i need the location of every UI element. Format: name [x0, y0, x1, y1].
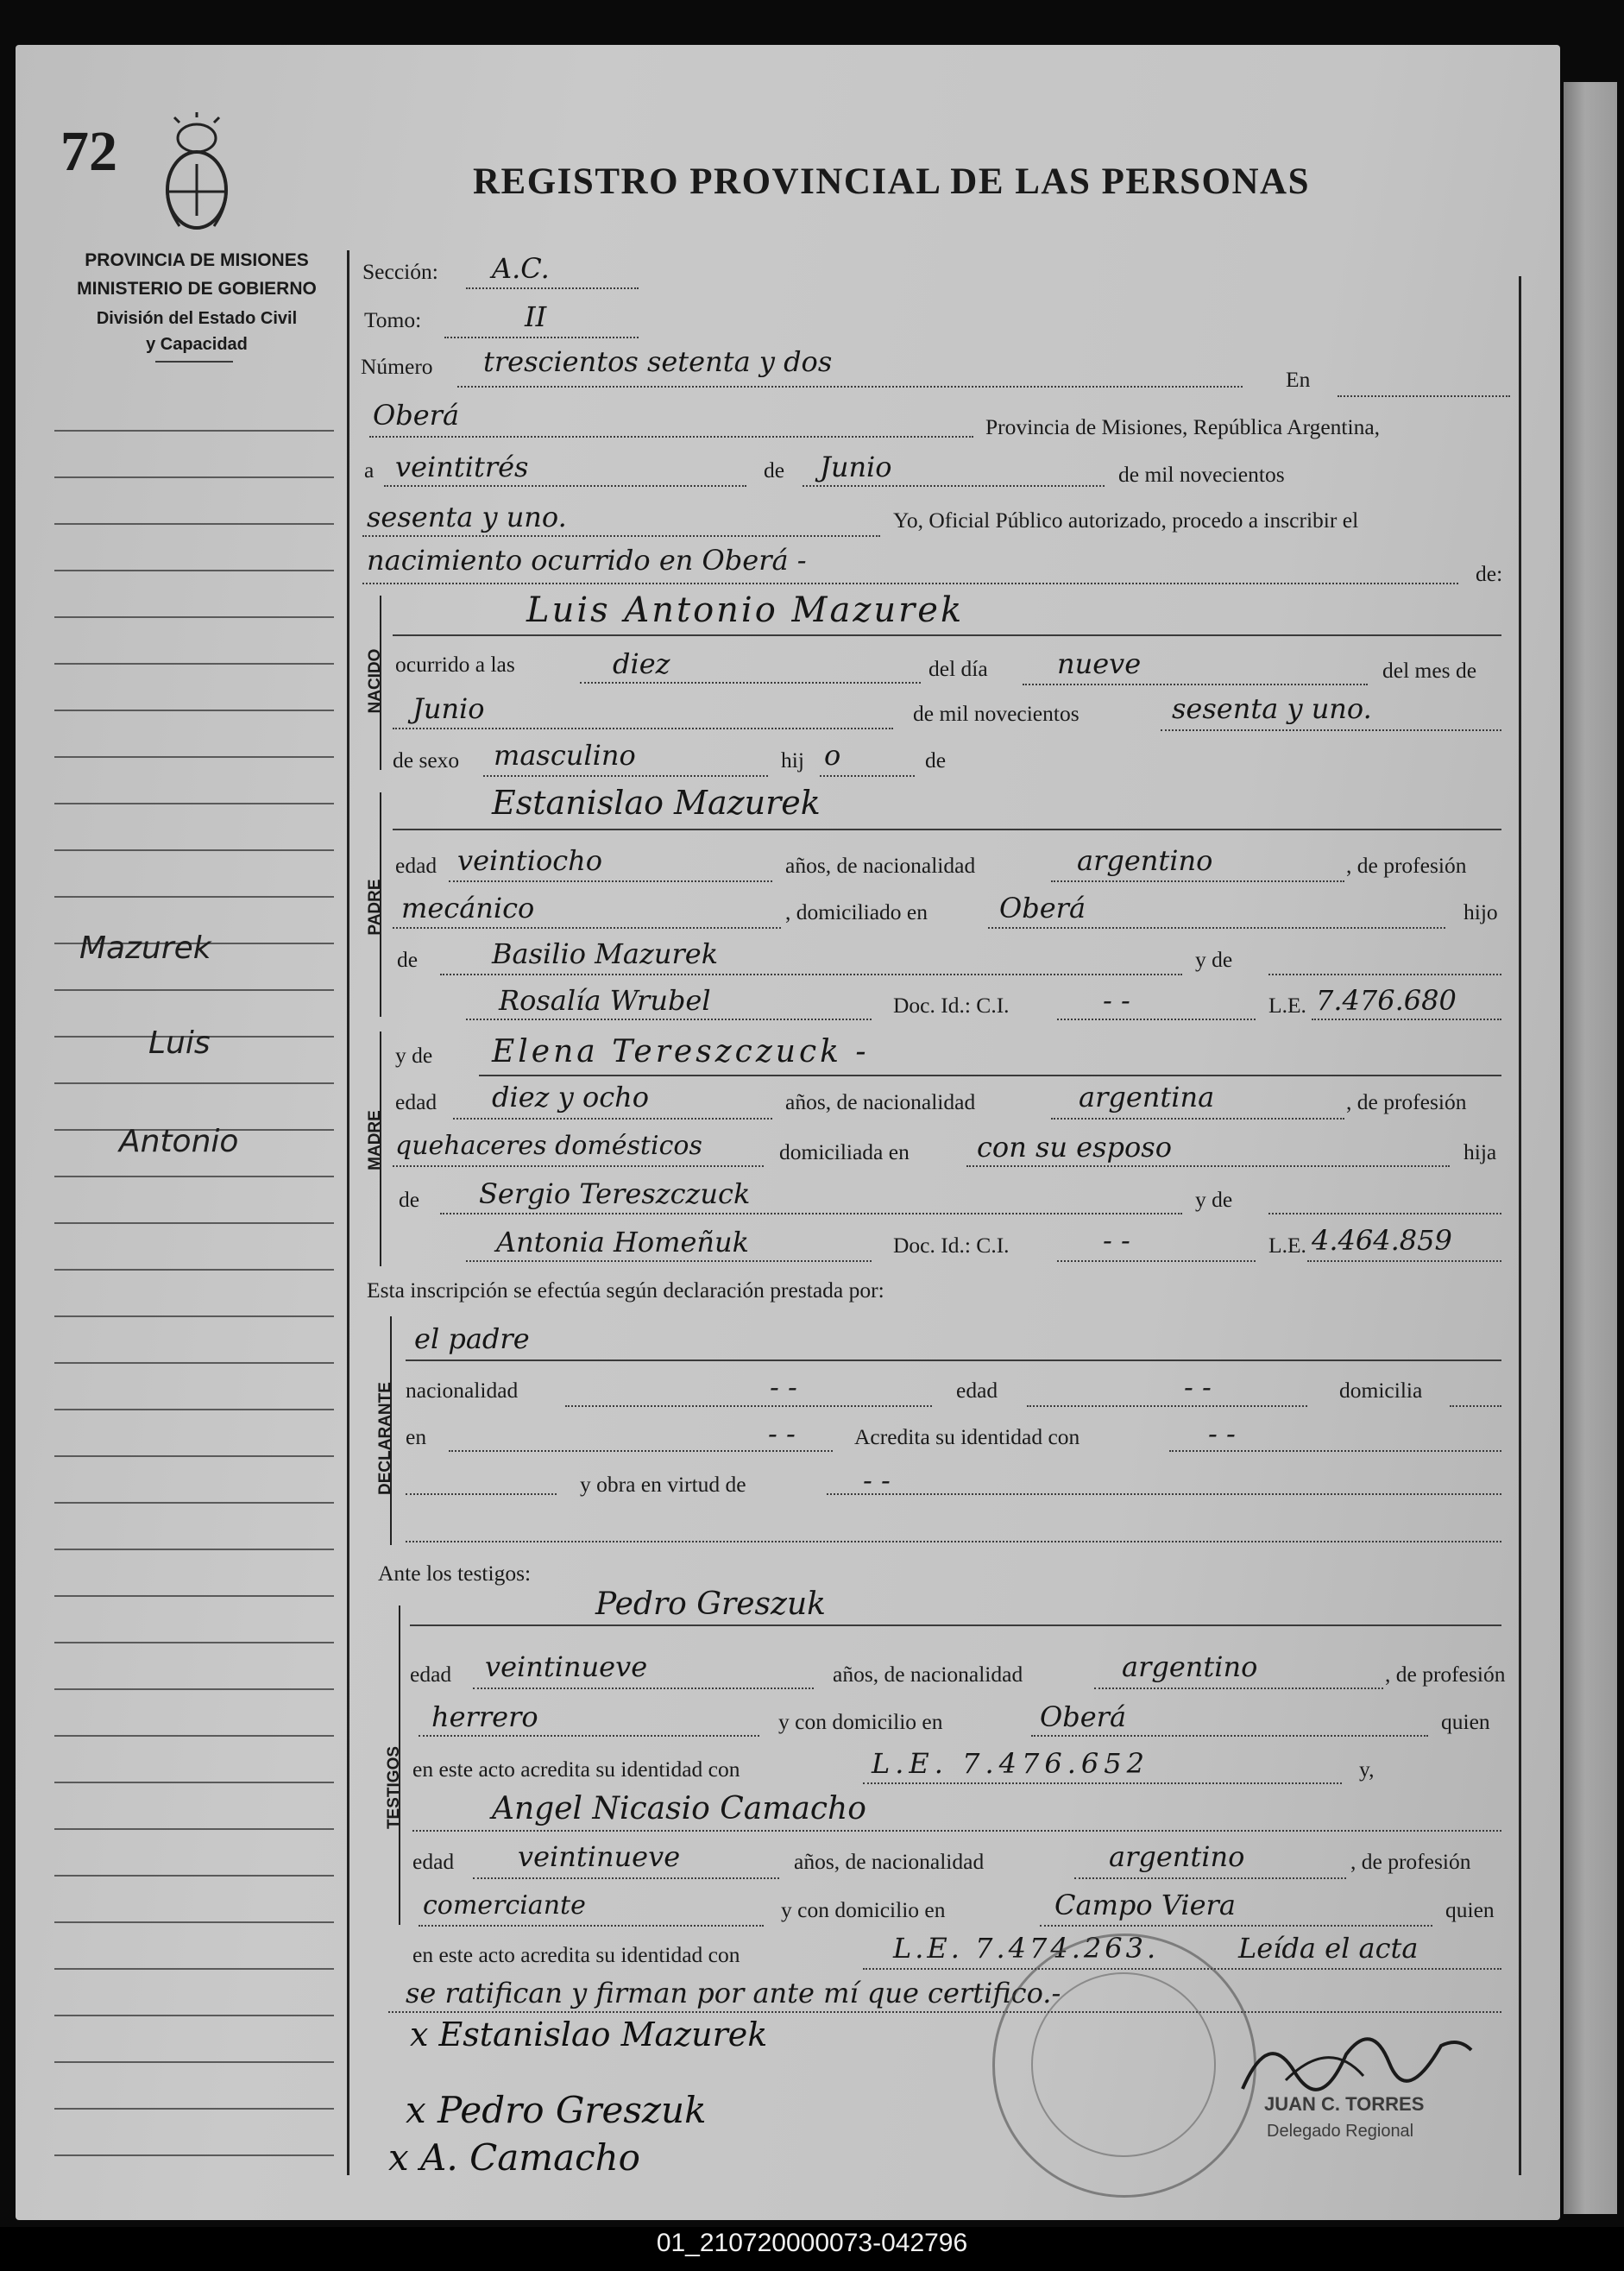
testigo1-nombre: Pedro Greszuk: [595, 1587, 826, 1622]
testigo2-nacionalidad: argentino: [1109, 1840, 1245, 1873]
cierre-text: se ratifican y firman por ante mí que certifico.-: [406, 1977, 1061, 2009]
declarante-obra-label: y obra en virtud de: [580, 1472, 746, 1497]
margin-ruled-line: [54, 2015, 334, 2016]
declarante-intro: Esta inscripción se efectúa según declaración prestada por:: [367, 1277, 884, 1303]
madre-domicilio-label: domiciliada en: [779, 1139, 910, 1164]
margin-ruled-line: [54, 1549, 334, 1550]
margin-ruled-line: [54, 2061, 334, 2063]
padre-hijo-label: hijo: [1463, 899, 1498, 924]
del-mes-label: del mes de: [1382, 658, 1477, 683]
madre-doc-label: Doc. Id.: C.I.: [893, 1233, 1010, 1258]
testigo1-acredita-label: en este acto acredita su identidad con: [412, 1757, 740, 1782]
madre-nacionalidad-label: años, de nacionalidad: [785, 1089, 976, 1114]
testigo1-nacionalidad-label: años, de nacionalidad: [833, 1662, 1023, 1687]
margin-note-surname: Mazurek: [79, 930, 211, 966]
section-label-nacido: NACIDO: [366, 648, 384, 714]
padre-profesion-label: , de profesión: [1346, 853, 1467, 878]
margin-ruled-line: [54, 710, 334, 711]
lugar-value: Oberá: [373, 399, 460, 432]
seccion-value: A.C.: [492, 252, 550, 285]
declarante-en: - -: [768, 1417, 796, 1450]
anio-value: sesenta y uno.: [367, 501, 567, 533]
madre-de-label: de: [399, 1187, 420, 1212]
margin-ruled-line: [54, 570, 334, 571]
margin-ruled-line: [54, 1688, 334, 1690]
testigo1-y-label: y,: [1359, 1757, 1375, 1782]
madre-y-de-label: y de: [395, 1043, 433, 1068]
mil-label: de mil novecientos: [913, 701, 1080, 726]
testigo2-acredita: L.E. 7.474.263.: [893, 1932, 1160, 1965]
padre-profesion: mecánico: [401, 892, 535, 924]
margin-ruled-line: [54, 1735, 334, 1737]
margin-ruled-line: [54, 616, 334, 618]
coat-of-arms-icon: [154, 112, 240, 242]
testigo1-profesion: herrero: [431, 1700, 538, 1733]
declarante-edad-label: edad: [956, 1378, 998, 1403]
madre-hija-label: hija: [1463, 1139, 1497, 1164]
margin-ruled-line: [54, 663, 334, 665]
de-colon-label: de:: [1476, 561, 1503, 586]
left-column-rule: [347, 250, 349, 2175]
declarante-acredita: - -: [1208, 1417, 1236, 1450]
padre-edad-label: edad: [395, 853, 437, 878]
sexo-value: masculino: [494, 739, 636, 772]
provincia-text: Provincia de Misiones, República Argentina,: [985, 414, 1381, 439]
declarante-domicilia-label: domicilia: [1339, 1378, 1423, 1403]
margin-ruled-line: [54, 849, 334, 851]
numero-value: trescientos setenta y dos: [483, 345, 833, 378]
declarante-nacionalidad: - -: [770, 1371, 797, 1404]
testigos-intro: Ante los testigos:: [378, 1561, 532, 1586]
official-signature: [1234, 2011, 1476, 2106]
org-line-division: División del Estado Civil: [96, 309, 298, 328]
right-column-rule: [1519, 276, 1521, 2175]
margin-ruled-line: [54, 1269, 334, 1271]
testigo1-domicilio: Oberá: [1040, 1700, 1127, 1733]
numero-label: Número: [361, 354, 433, 379]
dia-nacimiento-value: nueve: [1057, 647, 1142, 680]
madre-domicilio: con su esposo: [977, 1131, 1172, 1164]
madre-edad: diez y ocho: [492, 1081, 649, 1113]
del-dia-label: del día: [928, 656, 988, 681]
org-underline: [155, 361, 233, 363]
testigo2-nacionalidad-label: años, de nacionalidad: [794, 1849, 985, 1874]
mes-nacimiento-value: Junio: [412, 692, 485, 725]
padre-edad: veintiocho: [457, 844, 603, 877]
padre-ci: - -: [1103, 984, 1130, 1017]
a-label: a: [364, 457, 375, 483]
padre-domicilio-label: , domiciliado en: [785, 899, 928, 924]
abuela-paterna: Rosalía Wrubel: [499, 984, 711, 1017]
margin-ruled-line: [54, 1082, 334, 1084]
padre-domicilio: Oberá: [999, 892, 1086, 924]
page-number: 72: [60, 120, 117, 183]
page-title: REGISTRO PROVINCIAL DE LAS PERSONAS: [473, 161, 1311, 202]
abuelo-materno: Sergio Tereszczuck: [479, 1177, 751, 1210]
margin-ruled-line: [54, 803, 334, 804]
padre-nombre: Estanislao Mazurek: [492, 784, 821, 822]
margin-ruled-line: [54, 1502, 334, 1504]
testigo2-quien-label: quien: [1445, 1897, 1495, 1922]
margin-ruled-line: [54, 1362, 334, 1364]
firma-testigo1: x Pedro Greszuk: [406, 2089, 707, 2131]
org-line-province: PROVINCIA DE MISIONES: [85, 250, 309, 270]
oficial-cargo: Delegado Regional: [1267, 2122, 1414, 2141]
madre-profesion-label: , de profesión: [1346, 1089, 1467, 1114]
mil-novecientos-label: de mil novecientos: [1118, 462, 1285, 487]
madre-y-de-label-2: y de: [1195, 1187, 1233, 1212]
testigo2-domicilio-label: y con domicilio en: [781, 1897, 946, 1922]
margin-ruled-line: [54, 2154, 334, 2156]
madre-nombre: Elena Tereszczuck -: [492, 1034, 870, 1069]
firma-declarante: x Estanislao Mazurek: [410, 2016, 768, 2053]
official-seal-inner: [1031, 1972, 1216, 2157]
section-label-testigos: TESTIGOS: [385, 1745, 403, 1830]
ocurrido-label: ocurrido a las: [395, 652, 515, 677]
scan-id: 01_210720000073-042796: [656, 2229, 968, 2257]
dia-value: veintitrés: [395, 451, 529, 483]
tomo-value: II: [525, 300, 547, 333]
org-line-ministry: MINISTERIO DE GOBIERNO: [77, 279, 317, 299]
margin-ruled-line: [54, 1782, 334, 1783]
declarante-en-label: en: [406, 1424, 427, 1449]
seccion-label: Sección:: [362, 259, 438, 284]
book-binding: [1564, 82, 1617, 2214]
declarante-por: el padre: [414, 1322, 530, 1355]
tomo-label: Tomo:: [364, 307, 422, 332]
section-label-padre: PADRE: [366, 879, 384, 936]
madre-le-label: L.E.: [1268, 1233, 1306, 1258]
testigo2-edad: veintinueve: [518, 1840, 681, 1873]
testigo2-nombre: Angel Nicasio Camacho: [492, 1791, 866, 1826]
declarante-nacionalidad-label: nacionalidad: [406, 1378, 519, 1403]
margin-note-second-name: Antonio: [119, 1124, 239, 1159]
margin-ruled-line: [54, 476, 334, 478]
margin-ruled-line: [54, 2108, 334, 2110]
testigo1-edad-label: edad: [410, 1662, 452, 1687]
testigo1-edad: veintinueve: [485, 1650, 648, 1683]
hij-label: hij: [781, 748, 804, 773]
testigo2-profesion: comerciante: [423, 1890, 586, 1921]
margin-ruled-line: [54, 896, 334, 898]
margin-ruled-line: [54, 756, 334, 758]
margin-ruled-line: [54, 1315, 334, 1317]
oficial-text: Yo, Oficial Público autorizado, procedo a inscribir el: [893, 508, 1359, 533]
padre-le: 7.476.680: [1316, 984, 1457, 1017]
margin-ruled-line: [54, 1455, 334, 1457]
testigo2-domicilio: Campo Viera: [1054, 1889, 1236, 1921]
declarante-edad: - -: [1184, 1371, 1212, 1404]
padre-nacionalidad-label: años, de nacionalidad: [785, 853, 976, 878]
padre-y-de-label: y de: [1195, 947, 1233, 972]
abuelo-paterno: Basilio Mazurek: [492, 937, 719, 970]
padre-doc-label: Doc. Id.: C.I.: [893, 993, 1010, 1018]
margin-ruled-line: [54, 430, 334, 432]
margin-ruled-line: [54, 1828, 334, 1830]
org-line-capacity: y Capacidad: [146, 335, 248, 354]
madre-nacionalidad: argentina: [1079, 1081, 1215, 1113]
declarante-acredita-label: Acredita su identidad con: [854, 1424, 1080, 1449]
section-label-madre: MADRE: [366, 1110, 384, 1170]
testigo2-acredita-label: en este acto acredita su identidad con: [412, 1942, 740, 1967]
margin-ruled-line: [54, 989, 334, 991]
testigo1-nacionalidad: argentino: [1122, 1650, 1258, 1683]
testigo1-acredita: L.E. 7.476.652: [872, 1747, 1149, 1780]
nacido-nombre: Luis Antonio Mazurek: [526, 590, 965, 630]
testigo2-edad-label: edad: [412, 1849, 455, 1874]
margin-ruled-line: [54, 1921, 334, 1923]
hij-suffix: o: [824, 739, 841, 772]
en-label: En: [1286, 367, 1311, 392]
margin-ruled-line: [54, 1222, 334, 1224]
declarante-obra: - -: [863, 1464, 891, 1497]
testigo1-domicilio-label: y con domicilio en: [778, 1709, 943, 1734]
mes-value: Junio: [820, 451, 892, 483]
padre-nacionalidad: argentino: [1077, 844, 1213, 877]
de-label: de: [764, 457, 785, 483]
abuela-materna: Antonia Homeñuk: [496, 1226, 749, 1259]
testigo2-leida: Leída el acta: [1238, 1932, 1419, 1965]
madre-ci: - -: [1103, 1224, 1130, 1257]
padre-le-label: L.E.: [1268, 993, 1306, 1018]
testigo1-profesion-label: , de profesión: [1385, 1662, 1506, 1687]
anio-nacimiento-value: sesenta y uno.: [1172, 692, 1372, 725]
margin-ruled-line: [54, 1409, 334, 1410]
margin-note-first-name: Luis: [148, 1025, 211, 1061]
margin-ruled-line: [54, 1642, 334, 1643]
margin-ruled-line: [54, 1595, 334, 1597]
testigo1-quien-label: quien: [1441, 1709, 1490, 1734]
madre-edad-label: edad: [395, 1089, 437, 1114]
madre-profesion: quehaceres domésticos: [395, 1131, 702, 1161]
margin-ruled-line: [54, 1875, 334, 1877]
madre-le: 4.464.859: [1312, 1224, 1452, 1257]
hecho-value: nacimiento ocurrido en Oberá -: [367, 544, 807, 577]
padre-de-label: de: [397, 947, 419, 972]
oficial-nombre: JUAN C. TORRES: [1264, 2093, 1425, 2115]
margin-ruled-line: [54, 523, 334, 525]
section-label-declarante: DECLARANTE: [376, 1382, 394, 1495]
hora-value: diez: [613, 647, 670, 680]
firma-testigo2: x A. Camacho: [388, 2136, 640, 2179]
nacido-de-label: de: [925, 748, 947, 773]
margin-ruled-line: [54, 1176, 334, 1177]
sexo-label: de sexo: [393, 748, 460, 773]
margin-ruled-line: [54, 1968, 334, 1970]
testigo2-profesion-label: , de profesión: [1350, 1849, 1471, 1874]
